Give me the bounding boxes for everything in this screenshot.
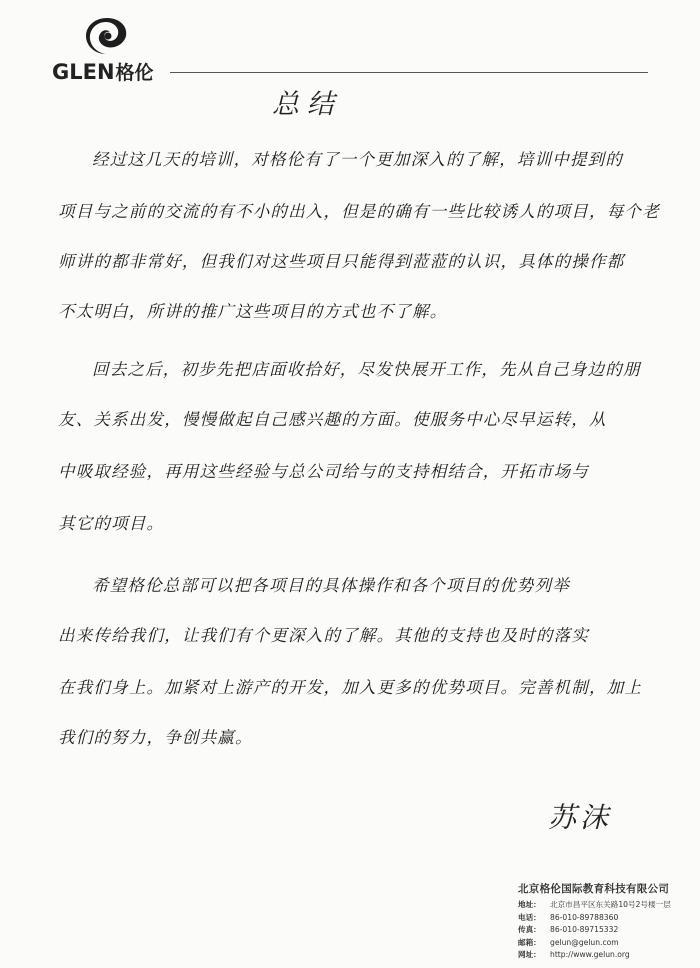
paragraph-1-line-4: 不太明白，所讲的推广这些项目的方式也不了解。 (58, 302, 448, 321)
logo-text-en: GLEN (52, 60, 115, 84)
logo-text-cn: 格伦 (115, 62, 154, 84)
footer-label: 地址： (518, 900, 541, 909)
footer-fax-row (518, 924, 671, 937)
paragraph-2-line-4: 其它的项目。 (58, 514, 165, 533)
paragraph-2-line-2: 友、关系出发，慢慢做起自己感兴趣的方面。使服务中心尽早运转，从 (58, 410, 607, 429)
footer-website-row (518, 949, 671, 962)
paragraph-3-line-1: 希望格伦总部可以把各项目的具体操作和各个项目的优势列举 (92, 576, 570, 595)
footer-label: 邮箱： (518, 937, 541, 947)
header-divider (170, 72, 648, 73)
paragraph-3-line-2: 出来传给我们，让我们有个更深入的了解。其他的支持也及时的落实 (58, 626, 589, 645)
footer-label: 传真： (518, 925, 541, 934)
letter-title: 总结 (272, 89, 342, 120)
footer-email-row (518, 937, 671, 950)
footer-value: 86-010-89788360 (550, 912, 619, 922)
paragraph-3-line-4: 我们的努力，争创共赢。 (58, 728, 253, 747)
paragraph-2-line-1: 回去之后，初步先把店面收拾好，尽发快展开工作，先从自己身边的朋 (92, 360, 641, 379)
footer-phone-row (518, 912, 671, 925)
footer-value: http://www.gelun.org (550, 950, 630, 959)
footer-value: 北京市昌平区东关路10号2号楼一层 (550, 900, 671, 909)
footer-label: 电话： (518, 912, 541, 922)
footer-address-row (518, 899, 671, 912)
paragraph-1-line-3: 师讲的都非常好，但我们对这些项目只能得到蒞蒞的认识，具体的操作都 (58, 252, 625, 271)
glen-logo-icon (84, 14, 130, 56)
logo-wordmark (52, 58, 154, 85)
paragraph-2-line-3: 中吸取经验，再用这些经验与总公司给与的支持相结合，开拓市场与 (58, 462, 589, 481)
paragraph-1-line-2: 项目与之前的交流的有不小的出入，但是的确有一些比较诱人的项目，每个老 (58, 202, 660, 221)
footer-label: 网址： (518, 950, 541, 959)
company-name: 北京格伦国际教育科技有限公司 (518, 883, 670, 895)
signature: 苏沫 (548, 801, 613, 834)
footer-value: 86-010-89715332 (550, 925, 619, 934)
paragraph-1-line-1: 经过这几天的培训，对格伦有了一个更加深入的了解，培训中提到的 (92, 150, 623, 169)
footer-value: gelun@gelun.com (550, 937, 619, 947)
paragraph-3-line-3: 在我们身上。加紧对上游产的开发，加入更多的优势项目。完善机制，加上 (58, 678, 643, 697)
company-info-block (518, 881, 671, 962)
